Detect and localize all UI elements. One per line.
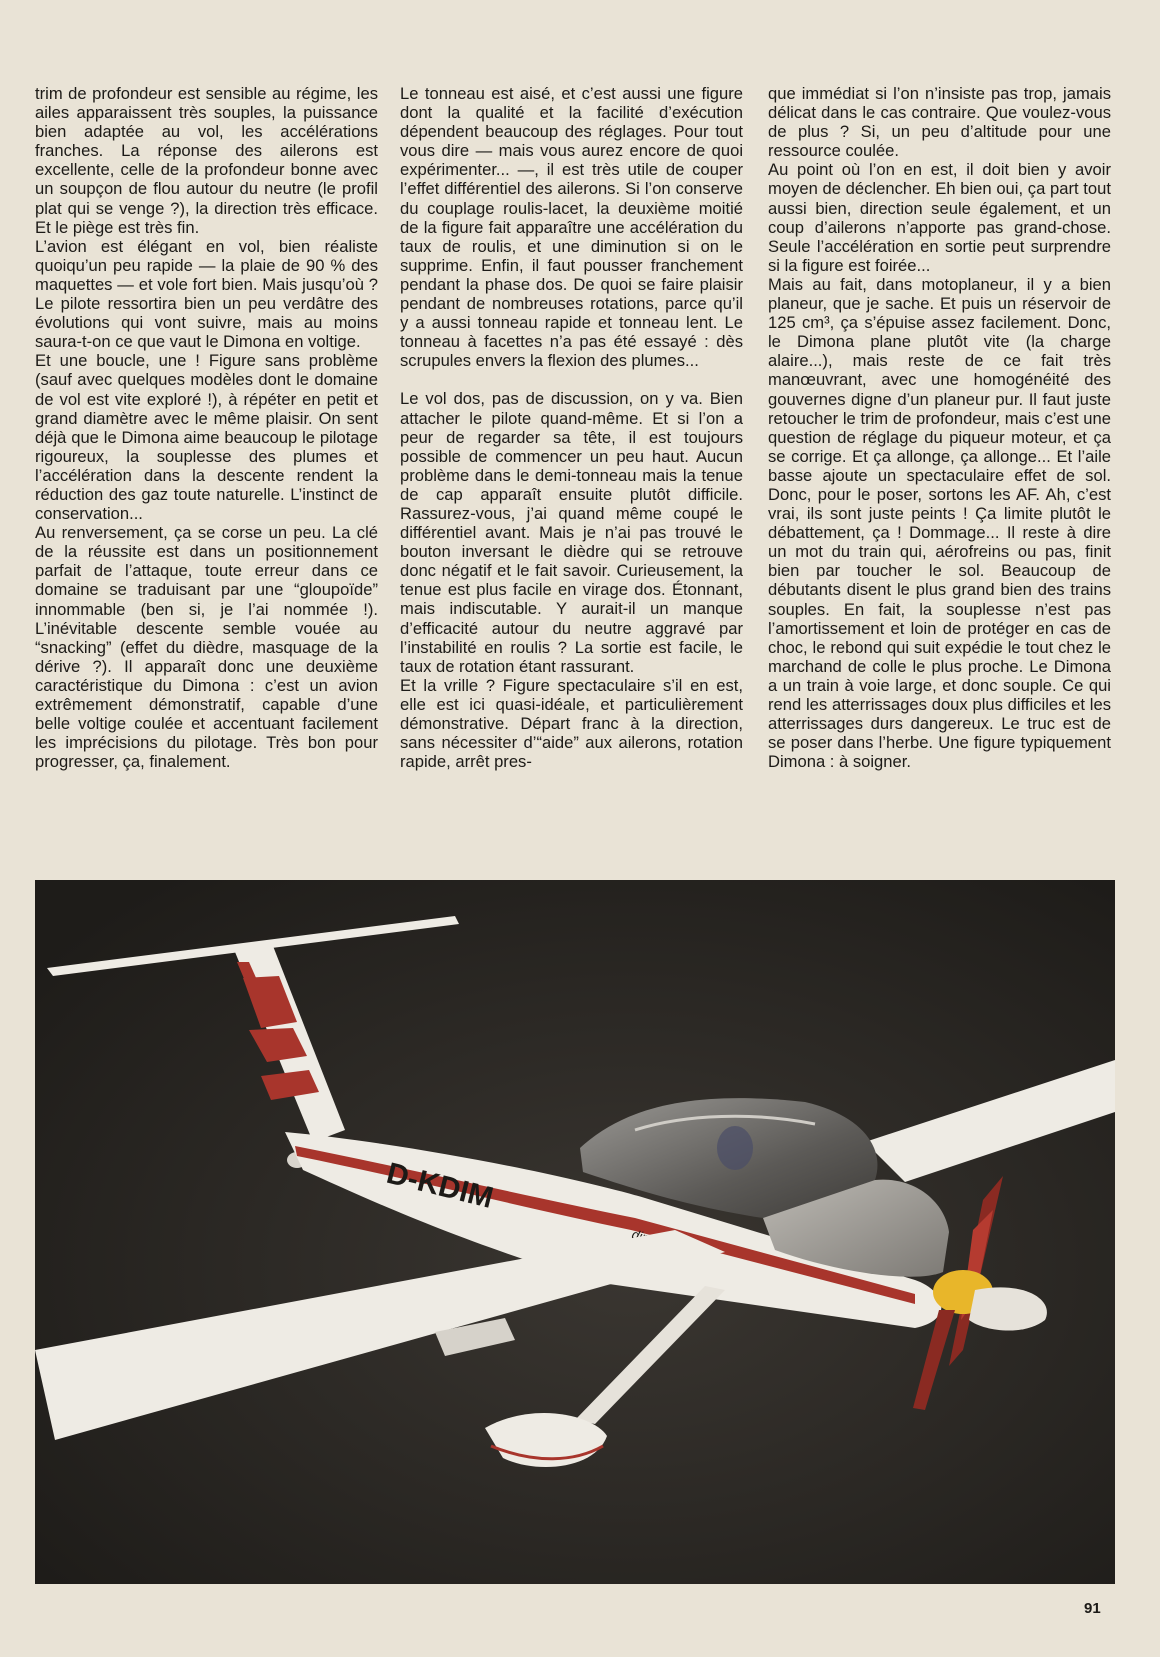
paragraph: Au renversement, ça se corse un peu. La clé de la réussite est dans un positionnement parfait de l’attaque, toute erreur dans ce domaine se traduisant par une “gloupoïde” innommable (ben si, je l’ai nommée !). L’inévitable descente semble vouée au “snacking” (effet du dièdre, masquage de la dérive ?). Il apparaît donc une deuxième caractéristique du Dimona : c’est un avion extrêmement démonstratif, capable d’une belle voltige coulée et accentuant facilement les imprécisions du pilotage. Très bon pour progresser, ça, finalement. [35, 523, 378, 772]
paragraph: Et la vrille ? Figure spectaculaire s’il en est, elle est ici quasi-idéale, et particulièrement démonstrative. Départ franc à la direction, sans nécessiter d’“aide” aux ailerons, rotation rapide, arrêt pres- [400, 675, 743, 772]
text-column-2 [400, 84, 743, 771]
text-column-1 [35, 84, 378, 771]
aircraft-illustration [35, 880, 1115, 1584]
paragraph: Le tonneau est aisé, et c’est aussi une figure dont la qualité et la facilité d’exécution dépendent beaucoup des réglages. Pour tout vous dire — mais vous aurez encore de quoi expérimenter... —, il est très utile de couper l’effet différentiel des ailerons. Si l’on conserve du couplage roulis-lacet, la deuxième moitié de la figure fait apparaître une accélération du taux de roulis, et une diminution si on le supprime. Enfin, il faut pousser franchement pendant la phase dos. De quoi se faire plaisir pendant de nombreuses rotations, parce qu’il y a aussi tonneau rapide et tonneau lent. Le tonneau à facettes n’a pas été essayé : dès scrupules envers la flexion des plumes... [400, 84, 743, 371]
paragraph: Et une boucle, une ! Figure sans problème (sauf avec quelques modèles dont le domaine de vol est vite exploré !), à répéter en petit et grand diamètre avec le même plaisir. On sent déjà que le Dimona aime beaucoup le pilotage rigoureux, la souplesse des plumes et l’accélération dans la descente rendent la réduction des gaz toute naturelle. L’instinct de conservation... [35, 351, 378, 524]
paragraph: que immédiat si l’on n’insiste pas trop, jamais délicat dans le cas contraire. Que voulez-vous de plus ? Si, un peu d’altitude pour une ressource coulée. [768, 84, 1111, 161]
paragraph: L’avion est élégant en vol, bien réaliste quoiqu’un peu rapide — la plaie de 90 % des maquettes — et vole fort bien. Mais jusqu’où ? Le pilote ressortira bien un peu verdâtre des évolutions qui vont suivre, mais au moins saura-t-on ce que vaut le Dimona en voltige. [35, 236, 378, 352]
page-number: 91 [1084, 1600, 1101, 1617]
aircraft-photo [35, 880, 1115, 1584]
registration-marking: D-KDIM [383, 1156, 497, 1215]
paragraph: trim de profondeur est sensible au régime, les ailes apparaissent très souples, la puissance bien adaptée au vol, les accélérations franches. La réponse des ailerons est excellente, celle de la profondeur bonne avec un soupçon de flou autour du neutre (le profil plat qui se venge ?), la direction très efficace. Et le piège est très fin. [35, 84, 378, 237]
paragraph: Le vol dos, pas de discussion, on y va. Bien attacher le pilote quand-même. Et si l’on a peur de regarder sa tête, il est toujours possible de commencer un peu haut. Aucun problème dans le demi-tonneau mais la tenue de cap apparaît ensuite plutôt difficile. Rassurez-vous, j’ai quand même coupé le différentiel avant. Mais je n’ai pas trouvé le bouton inversant le dièdre qui se retrouve donc négatif et le fait savoir. Curieusement, la tenue est plus facile en virage dos. Étonnant, mais indiscutable. Y aurait-il un manque d’efficacité autour du neutre aggravé par l’instabilité en roulis ? La sortie est facile, le taux de rotation étant rassurant. [400, 389, 743, 676]
paragraph: Mais au fait, dans motoplaneur, il y a bien planeur, que je sache. Et puis un réservoir de 125 cm³, ça s’épuise assez facilement. Donc, le Dimona plane plutôt vite (la charge alaire...), mais reste de ce fait très manœuvrant, avec une homogénéité des gouvernes digne d’un planeur pur. Il faut juste retoucher le trim de profondeur, mais c’est une question de réglage du piqueur moteur, et ça se corrige. Et ça allonge, ça allonge... Et l’aile basse ajoute un spectaculaire effet de sol. Donc, pour le poser, sortons les AF. Ah, c’est vrai, ils sont juste peints ! Ça limite plutôt le débattement, ça ! Dommage... Il reste à dire un mot du train qui, aérofreins ou pas, finit bien par toucher le sol. Beaucoup de débutants disent le plus grand bien des trains souples. En fait, la souplesse n’est pas l’amortissement et loin de protéger en cas de choc, le rebond qui suit expédie le tout chez le marchand de colle le plus proche. Le Dimona a un train à voie large, et donc souple. Ce qui rend les atterrissages doux plus difficiles et les atterrissages durs dangereux. Le truc est de se poser dans l’herbe. Une figure typiquement Dimona : à soigner. [768, 274, 1111, 772]
text-column-3 [768, 84, 1111, 771]
paragraph: Au point où l’on en est, il doit bien y avoir moyen de déclencher. Eh bien oui, ça part tout aussi bien, direction seule également, et un coup d’ailerons n’apporte pas grand-chose. Seule l’accélération en sortie peut surprendre si la figure est foirée... [768, 160, 1111, 275]
article-text [35, 84, 1117, 854]
